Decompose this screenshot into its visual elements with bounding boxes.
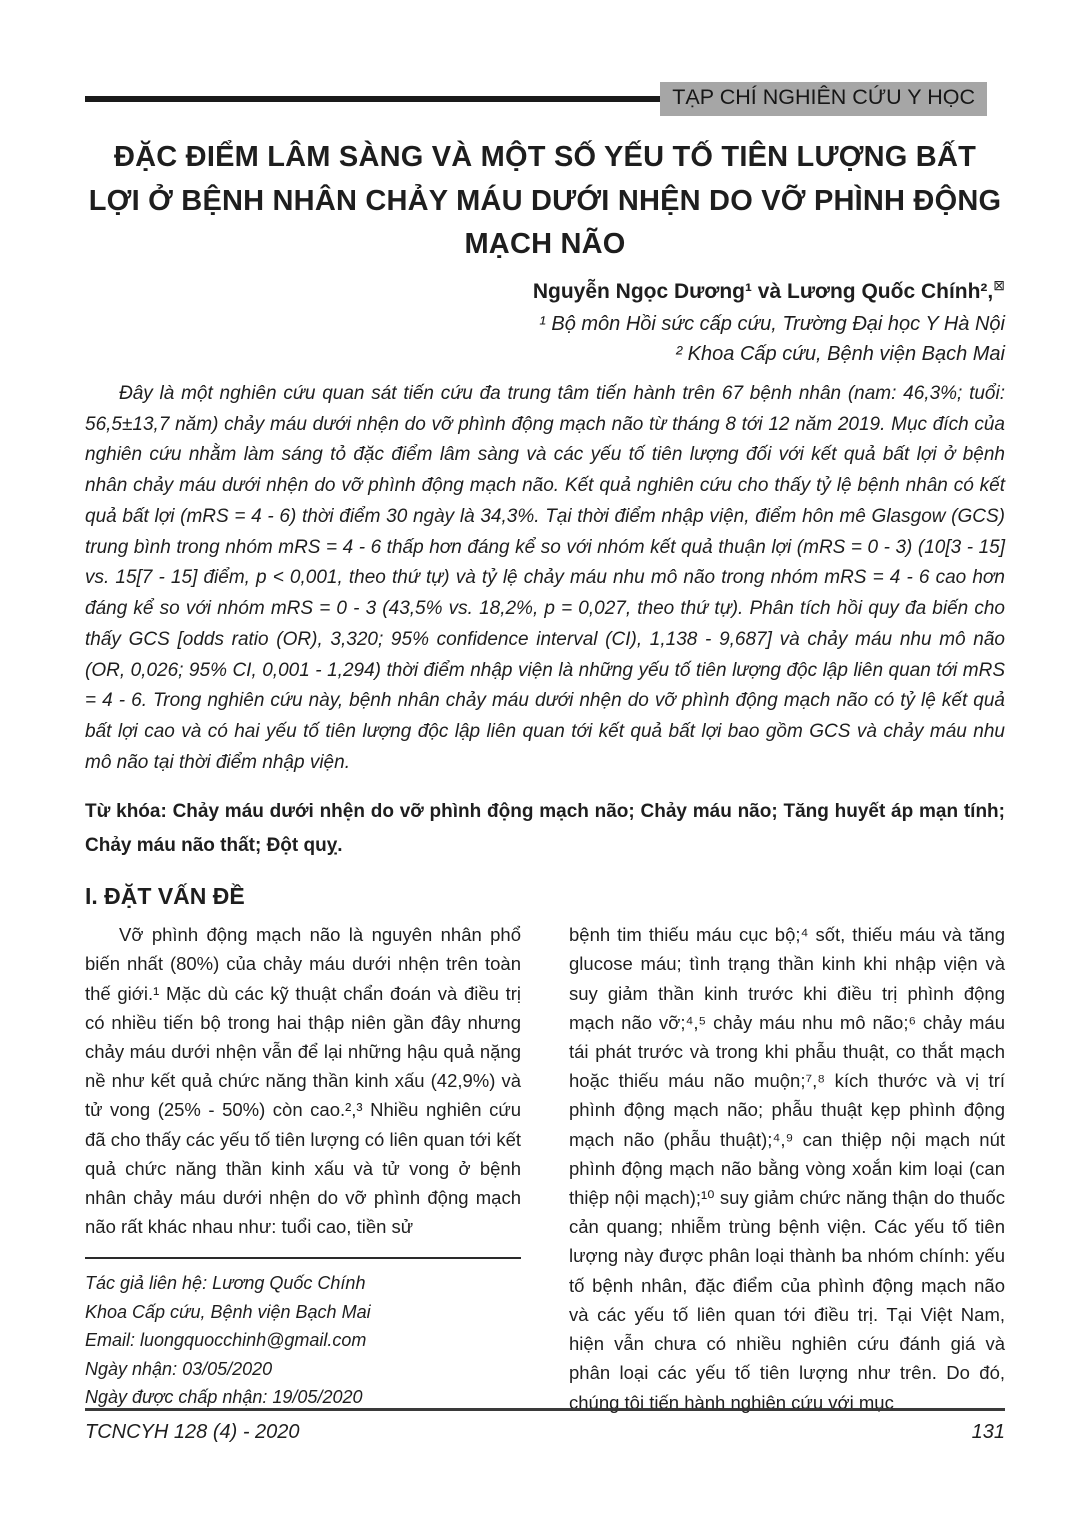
body-paragraph-left: Vỡ phình động mạch não là nguyên nhân phổ biến nhất (80%) của chảy máu dưới nhện trên toàn thế giới.¹ Mặc dù các kỹ thuật chẩn đoán và điều trị có nhiều tiến bộ trong hai thập niên gần đây nhưng chảy máu dưới nhện vẫn để lại những hậu quả nặng nề như kết quả chức năng thần kinh xấu (42,9%) và tử vong (25% - 50%) còn cao.²,³ Nhiều nghiên cứu đã cho thấy các yếu tố tiên lượng có liên quan tới kết quả chức năng thần kinh xấu và tử vong ở bệnh nhân chảy máu dưới nhện do vỡ phình động mạch não rất khác nhau như: tuổi cao, tiền sử	[85, 924, 521, 1238]
section-heading-dat-van-de: I. ĐẶT VẤN ĐỀ	[85, 883, 245, 910]
affiliations	[85, 309, 1005, 369]
keywords-text: Từ khóa: Chảy máu dưới nhện do vỡ phình động mạch não; Chảy máu não; Tăng huyết áp mạn tính; Chảy máu não thất; Đột quỵ.	[85, 800, 1005, 856]
footer-page-number: 131	[971, 1421, 1005, 1443]
footnote-contact-author: Tác giả liên hệ: Lương Quốc Chính	[85, 1273, 366, 1294]
footnote-department: Khoa Cấp cứu, Bệnh viện Bạch Mai	[85, 1301, 371, 1322]
author-names: Nguyễn Ngọc Dương¹ và Lương Quốc Chính²,	[532, 279, 994, 303]
footnote-received-date: Ngày nhận: 03/05/2020	[85, 1358, 273, 1379]
article-title: ĐẶC ĐIỂM LÂM SÀNG VÀ MỘT SỐ YẾU TỐ TIÊN LƯỢNG BẤT LỢI Ở BỆNH NHÂN CHẢY MÁU DƯỚI NHỆN DO VỠ PHÌNH ĐỘNG MẠCH NÃO	[88, 141, 1002, 260]
footnote-accepted-date: Ngày được chấp nhận: 19/05/2020	[85, 1387, 363, 1408]
journal-name: TẠP CHÍ NGHIÊN CỨU Y HỌC	[660, 82, 987, 116]
page-footer	[85, 1408, 1005, 1444]
column-left	[85, 920, 521, 1417]
byline	[85, 277, 1005, 305]
correspondence-footnote	[85, 1257, 521, 1411]
footer-journal-ref: TCNCYH 128 (4) - 2020	[85, 1421, 300, 1443]
page-header	[85, 84, 1005, 114]
header-rule	[85, 96, 660, 102]
envelope-icon: ⊠	[993, 276, 1005, 293]
abstract-text: Đây là một nghiên cứu quan sát tiến cứu đa trung tâm tiến hành trên 67 bệnh nhân (nam: 46,3%; tuổi: 56,5±13,7 năm) chảy máu dưới nhện do vỡ phình động mạch não từ tháng 8 tới 12 năm 2019. Mục đích của nghiên cứu nhằm làm sáng tỏ đặc điểm lâm sàng và các yếu tố tiên lượng đối với kết quả bất lợi ở bệnh nhân chảy máu dưới nhện do vỡ phình động mạch não. Kết quả nghiên cứu cho thấy tỷ lệ bệnh nhân có kết quả bất lợi (mRS = 4 - 6) thời điểm 30 ngày là 34,3%. Tại thời điểm nhập viện, điểm hôn mê Glasgow (GCS) trung bình trong nhóm mRS = 4 - 6 thấp hơn đáng kể so với nhóm kết quả thuận lợi (mRS = 0 - 3) (10[3 - 15] vs. 15[7 - 15] điểm, p < 0,001, theo thứ tự) và tỷ lệ chảy máu nhu mô não trong nhóm mRS = 4 - 6 cao hơn đáng kể so với nhóm mRS = 0 - 3 (43,5% vs. 18,2%, p = 0,027, theo thứ tự). Phân tích hồi quy đa biến cho thấy GCS [odds ratio (OR), 3,320; 95% confidence interval (CI), 1,138 - 9,687] và chảy máu nhu mô não (OR, 0,026; 95% CI, 0,001 - 1,294) thời điểm nhập viện là những yếu tố tiên lượng độc lập liên quan tới mRS = 4 - 6. Trong nghiên cứu này, bệnh nhân chảy máu dưới nhện do vỡ phình động mạch não có tỷ lệ kết quả bất lợi cao và có hai yếu tố tiên lượng độc lập liên quan tới kết quả bất lợi bao gồm GCS và chảy máu nhu mô não tại thời điểm nhập viện.	[85, 382, 1005, 773]
column-right	[569, 920, 1005, 1417]
affiliation-1: ¹ Bộ môn Hồi sức cấp cứu, Trường Đại học Y Hà Nội	[539, 312, 1005, 335]
two-column-body	[85, 920, 1005, 1417]
body-paragraph-right: bệnh tim thiếu máu cục bộ;⁴ sốt, thiếu máu và tăng glucose máu; tình trạng thần kinh khi nhập viện và suy giảm thần kinh trước khi điều trị phình động mạch não vỡ;⁴,⁵ chảy máu nhu mô não;⁶ chảy máu tái phát trước và trong khi phẫu thuật, co thắt mạch hoặc thiếu máu não muộn;⁷,⁸ kích thước và vị trí phình động mạch não; phẫu thuật kẹp phình động mạch não (phẫu thuật);⁴,⁹ can thiệp nội mạch nút phình động mạch não bằng vòng xoắn kim loại (can thiệp nội mạch);¹⁰ suy giảm chức năng thận do thuốc cản quang; nhiễm trùng bệnh viện. Các yếu tố tiên lượng này được phân loại thành ba nhóm chính: yếu tố bệnh nhân, đặc điểm của phình động mạch não và các yếu tố liên quan tới điều trị. Tại Việt Nam, hiện vẫn chưa có nhiều nghiên cứu đánh giá và phân loại các yếu tố tiên lượng như trên. Do đó, chúng tôi tiến hành nghiên cứu với mục	[569, 924, 1005, 1413]
affiliation-2: ² Khoa Cấp cứu, Bệnh viện Bạch Mai	[675, 342, 1005, 365]
footnote-email: Email: luongquocchinh@gmail.com	[85, 1330, 367, 1351]
